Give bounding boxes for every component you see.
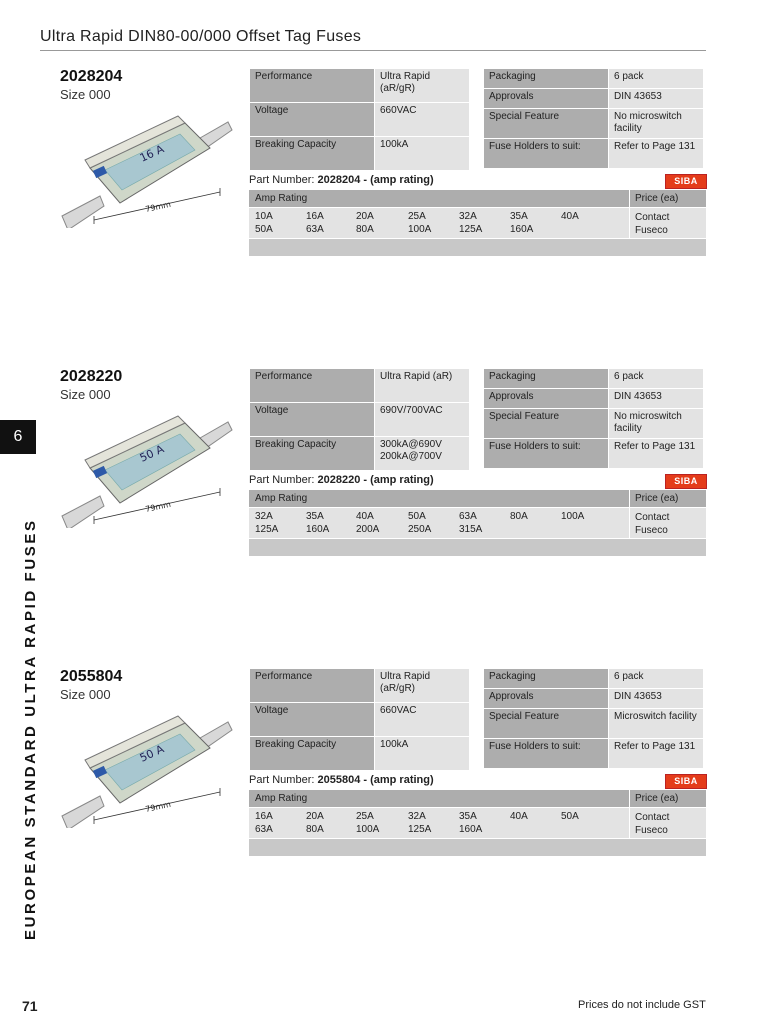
spec-value: DIN 43653	[609, 89, 704, 109]
product-part-number: 2028204	[60, 68, 123, 85]
spec-key: Approvals	[484, 389, 609, 409]
part-number-suffix: - (amp rating)	[360, 174, 434, 186]
price-line-1: Contact	[635, 512, 670, 523]
spec-value: No microswitch facility	[609, 109, 704, 139]
spec-row	[250, 137, 470, 171]
amp-rating-value: 50A	[561, 811, 579, 822]
amp-rating-value: 25A	[356, 811, 374, 822]
spec-row	[484, 689, 704, 709]
amp-rating-value: 125A	[459, 224, 483, 235]
part-number-line	[249, 174, 434, 186]
amp-rating-value: 63A	[306, 224, 324, 235]
amp-rating-value: 80A	[510, 511, 528, 522]
amp-rating-header: Amp Rating	[255, 793, 308, 804]
spec-value: Refer to Page 131	[609, 439, 704, 469]
spec-key: Performance	[250, 669, 375, 703]
spec-key: Special Feature	[484, 109, 609, 139]
dimension-label: 79mm	[144, 199, 172, 214]
amp-rating-value: 100A	[356, 824, 380, 835]
amp-rating-value: 20A	[356, 211, 374, 222]
amp-rating-value: 50A	[255, 224, 273, 235]
part-number-label: Part Number:	[249, 174, 315, 186]
fuse-product-image	[60, 708, 235, 828]
amp-rating-value: 63A	[255, 824, 273, 835]
amp-rating-value: 10A	[255, 211, 273, 222]
spec-key: Packaging	[484, 69, 609, 89]
amp-table-body	[249, 808, 706, 838]
spec-value: 100kA	[375, 737, 470, 771]
amp-rating-value: 35A	[510, 211, 528, 222]
spec-key: Fuse Holders to suit:	[484, 139, 609, 169]
amp-rating-value: 125A	[408, 824, 432, 835]
amp-rating-value: 32A	[408, 811, 426, 822]
spec-value: Ultra Rapid (aR)	[375, 369, 470, 403]
part-number-bold: 2028220	[317, 474, 361, 486]
spec-key: Performance	[250, 69, 375, 103]
spec-value: 690V/700VAC	[375, 403, 470, 437]
spec-table-left	[249, 68, 470, 171]
fuse-label-text: 50 A	[137, 742, 166, 765]
amp-table-body	[249, 208, 706, 238]
spec-value: DIN 43653	[609, 689, 704, 709]
spec-row	[250, 669, 470, 703]
amp-rating-value: 40A	[510, 811, 528, 822]
amp-rating-value: 32A	[459, 211, 477, 222]
spec-row	[484, 389, 704, 409]
amp-rating-value: 160A	[510, 224, 534, 235]
spec-row	[484, 739, 704, 769]
price-line-2: Fuseco	[635, 525, 668, 536]
product-part-number: 2028220	[60, 368, 123, 385]
spec-value: 660VAC	[375, 703, 470, 737]
amp-table-footer	[249, 839, 706, 856]
price-header: Price (ea)	[635, 493, 679, 504]
column-divider	[629, 190, 630, 207]
spec-row	[484, 369, 704, 389]
price-line-1: Contact	[635, 812, 670, 823]
column-divider	[629, 508, 630, 538]
spec-row	[484, 409, 704, 439]
spec-key: Approvals	[484, 89, 609, 109]
part-number-bold: 2055804	[317, 774, 361, 786]
amp-rating-value: 50A	[408, 511, 426, 522]
spec-key: Approvals	[484, 689, 609, 709]
spec-row	[250, 69, 470, 103]
column-divider	[629, 808, 630, 838]
amp-rating-value: 40A	[561, 211, 579, 222]
amp-rating-value: 20A	[306, 811, 324, 822]
spec-row	[484, 709, 704, 739]
amp-rating-value: 315A	[459, 524, 483, 535]
product-block	[0, 668, 768, 868]
spec-row	[484, 139, 704, 169]
section-side-label: EUROPEAN STANDARD ULTRA RAPID FUSES	[22, 518, 39, 940]
spec-row	[250, 703, 470, 737]
amp-rating-value: 125A	[255, 524, 279, 535]
spec-table-right	[483, 368, 704, 469]
amp-rating-value: 32A	[255, 511, 273, 522]
spec-key: Breaking Capacity	[250, 437, 375, 471]
spec-value: Ultra Rapid (aR/gR)	[375, 669, 470, 703]
amp-table-header	[249, 790, 706, 807]
dimension-label: 79mm	[144, 499, 172, 514]
spec-value: 100kA	[375, 137, 470, 171]
amp-rating-value: 100A	[408, 224, 432, 235]
spec-row	[250, 437, 470, 471]
amp-rating-value: 80A	[306, 824, 324, 835]
price-line-2: Fuseco	[635, 225, 668, 236]
amp-table-footer	[249, 539, 706, 556]
amp-rating-value: 16A	[306, 211, 324, 222]
spec-table-left	[249, 668, 470, 771]
spec-table-right	[483, 668, 704, 769]
amp-rating-value: 35A	[306, 511, 324, 522]
part-number-label: Part Number:	[249, 774, 315, 786]
price-line-2: Fuseco	[635, 825, 668, 836]
spec-row	[250, 737, 470, 771]
fuse-label-text: 50 A	[137, 442, 166, 465]
column-divider	[629, 790, 630, 807]
spec-row	[250, 403, 470, 437]
spec-table-left	[249, 368, 470, 471]
part-number-bold: 2028204	[317, 174, 361, 186]
fuse-product-image	[60, 408, 235, 528]
column-divider	[629, 490, 630, 507]
price-line-1: Contact	[635, 212, 670, 223]
part-number-suffix: - (amp rating)	[360, 474, 434, 486]
spec-key: Voltage	[250, 103, 375, 137]
amp-rating-value: 160A	[306, 524, 330, 535]
product-block	[0, 68, 768, 268]
spec-value: 6 pack	[609, 69, 704, 89]
spec-key: Breaking Capacity	[250, 137, 375, 171]
spec-key: Special Feature	[484, 709, 609, 739]
fuse-label-text: 16 A	[137, 142, 166, 165]
amp-rating-value: 160A	[459, 824, 483, 835]
spec-value: 6 pack	[609, 669, 704, 689]
amp-rating-value: 200A	[356, 524, 380, 535]
spec-key: Packaging	[484, 669, 609, 689]
spec-row	[484, 669, 704, 689]
price-header: Price (ea)	[635, 193, 679, 204]
gst-note: Prices do not include GST	[578, 999, 706, 1011]
amp-rating-value: 40A	[356, 511, 374, 522]
section-tab-number: 6	[0, 420, 36, 454]
spec-key: Voltage	[250, 403, 375, 437]
page-title: Ultra Rapid DIN80-00/000 Offset Tag Fuses	[40, 28, 362, 45]
spec-key: Packaging	[484, 369, 609, 389]
amp-rating-value: 25A	[408, 211, 426, 222]
amp-rating-value: 100A	[561, 511, 585, 522]
spec-key: Special Feature	[484, 409, 609, 439]
column-divider	[629, 208, 630, 238]
amp-table-footer	[249, 239, 706, 256]
product-block	[0, 368, 768, 568]
spec-value: Refer to Page 131	[609, 139, 704, 169]
amp-table-header	[249, 190, 706, 207]
amp-table-header	[249, 490, 706, 507]
spec-value: 300kA@690V 200kA@700V	[375, 437, 470, 471]
product-size: Size 000	[60, 87, 111, 102]
spec-key: Fuse Holders to suit:	[484, 439, 609, 469]
spec-row	[250, 103, 470, 137]
spec-value: Refer to Page 131	[609, 739, 704, 769]
spec-row	[484, 69, 704, 89]
amp-rating-value: 250A	[408, 524, 432, 535]
page-number: 71	[22, 998, 38, 1014]
spec-key: Breaking Capacity	[250, 737, 375, 771]
spec-value: Microswitch facility	[609, 709, 704, 739]
part-number-line	[249, 474, 434, 486]
spec-value: Ultra Rapid (aR/gR)	[375, 69, 470, 103]
siba-logo: SIBA	[665, 474, 707, 489]
spec-row	[484, 109, 704, 139]
amp-rating-value: 80A	[356, 224, 374, 235]
spec-key: Voltage	[250, 703, 375, 737]
spec-key: Performance	[250, 369, 375, 403]
price-header: Price (ea)	[635, 793, 679, 804]
spec-value: 6 pack	[609, 369, 704, 389]
amp-rating-header: Amp Rating	[255, 193, 308, 204]
amp-rating-value: 16A	[255, 811, 273, 822]
spec-value: 660VAC	[375, 103, 470, 137]
spec-row	[484, 89, 704, 109]
spec-key: Fuse Holders to suit:	[484, 739, 609, 769]
part-number-line	[249, 774, 434, 786]
spec-table-right	[483, 68, 704, 169]
amp-rating-value: 35A	[459, 811, 477, 822]
spec-value: DIN 43653	[609, 389, 704, 409]
title-divider	[40, 50, 706, 51]
dimension-label: 79mm	[144, 799, 172, 814]
spec-row	[250, 369, 470, 403]
spec-row	[484, 439, 704, 469]
fuse-product-image	[60, 108, 235, 228]
siba-logo: SIBA	[665, 174, 707, 189]
amp-rating-header: Amp Rating	[255, 493, 308, 504]
product-size: Size 000	[60, 387, 111, 402]
part-number-suffix: - (amp rating)	[360, 774, 434, 786]
amp-table-body	[249, 508, 706, 538]
product-part-number: 2055804	[60, 668, 123, 685]
product-size: Size 000	[60, 687, 111, 702]
part-number-label: Part Number:	[249, 474, 315, 486]
amp-rating-value: 63A	[459, 511, 477, 522]
siba-logo: SIBA	[665, 774, 707, 789]
spec-value: No microswitch facility	[609, 409, 704, 439]
